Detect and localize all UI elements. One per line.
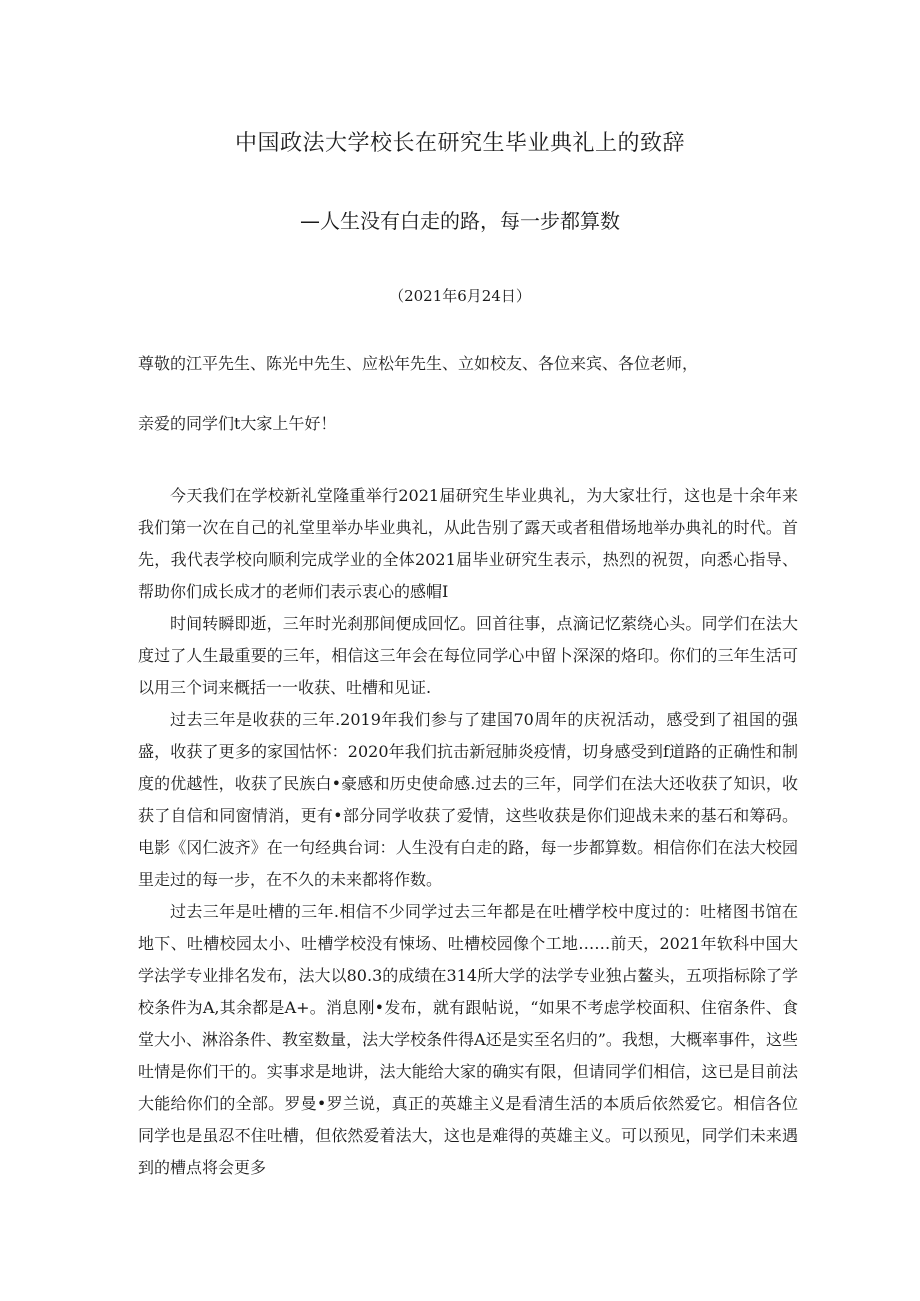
document-subtitle: —人生没有白走的路，每一步都算数 [300,209,620,233]
paragraph-time-flies: 时间转瞬即逝，三年时光刹那间便成回忆。回首往事，点滴记忆萦绕心头。同学们在法大度过了人生最重要的三年，相信这三年会在每位同学心中留卜深深的烙印。你们的三年生活可以用三个词来概括一一收获、吐槽和见证. [138,614,798,697]
salutation-students: 亲爱的同学们t大家上午好！ [138,414,337,433]
document-title: 中国政法大学校长在研究生毕业典礼上的致辞 [234,131,685,156]
paragraph-opening: 今天我们在学校新礼堂隆重举行2021届研究生毕业典礼，为大家壮行，这也是十余年来我们第一次在自己的礼堂里举办毕业典礼，从此告别了露天或者租借场地举办典礼的时代。首先，我代表学校向顺利完成学业的全体2021届毕业研究生表示，热烈的祝贺，向悉心指导、帮助你们成长成才的老师们表示衷心的感帽I [138,486,798,601]
paragraph-harvest: 过去三年是收获的三年.2019年我们参与了建国70周年的庆祝活动，感受到了祖国的强盛，收获了更多的家国怙怀：2020年我们抗击新冠肺炎疫情，切身感受到f道路的正确性和制度的优越性，收获了民族白•豪感和历史使命感.过去的三年，同学们在法大还收获了知识，收获了自信和同窗情消，更有•部分同学收获了爱情，这些收获是你们迎战未来的基石和筹码。电影《冈仁波齐》在一句经典台词：人生没有白走的路，每一步都算数。相信你们在法大校园里走过的每一步，在不久的未来都将作数。 [138,710,798,889]
speech-date: （2021年6月24日） [389,287,531,305]
paragraph-complaints: 过去三年是吐槽的三年.相信不少同学过去三年都是在吐槽学校中度过的：吐楮图书馆在地下、吐槽校园太小、吐槽学校没有悚场、吐槽校园像个工地……前天，2021年软科中国大学法学专业排名发布，法大以80.3的成绩在314所大学的法学专业独占鳌头，五项指标除了学校条件为A,其余都是A+。消息刚•发布，就有跟帖说，“如果不考虑学校面积、住宿条件、食堂大小、淋浴条件、教室数量，法大学校条件得A还是实至名归的”。我想，大概率事件，这些吐情是你们干的。实事求是地讲，法大能给大家的确实有限，但请同学们相信，这已是目前法大能给你们的全部。罗曼•罗兰说，真正的英雄主义是看清生活的本质后依然爱它。相信各位同学也是虽忍不住吐槽，但依然爱着法大，这也是难得的英雄主义。可以预见，同学们未来遇到的槽点将会更多 [138,902,798,1177]
salutation-guests: 尊敬的江平先生、陈光中先生、应松年先生、立如校友、各位来宾、各位老师， [138,354,699,373]
speech-body [138,480,798,1184]
